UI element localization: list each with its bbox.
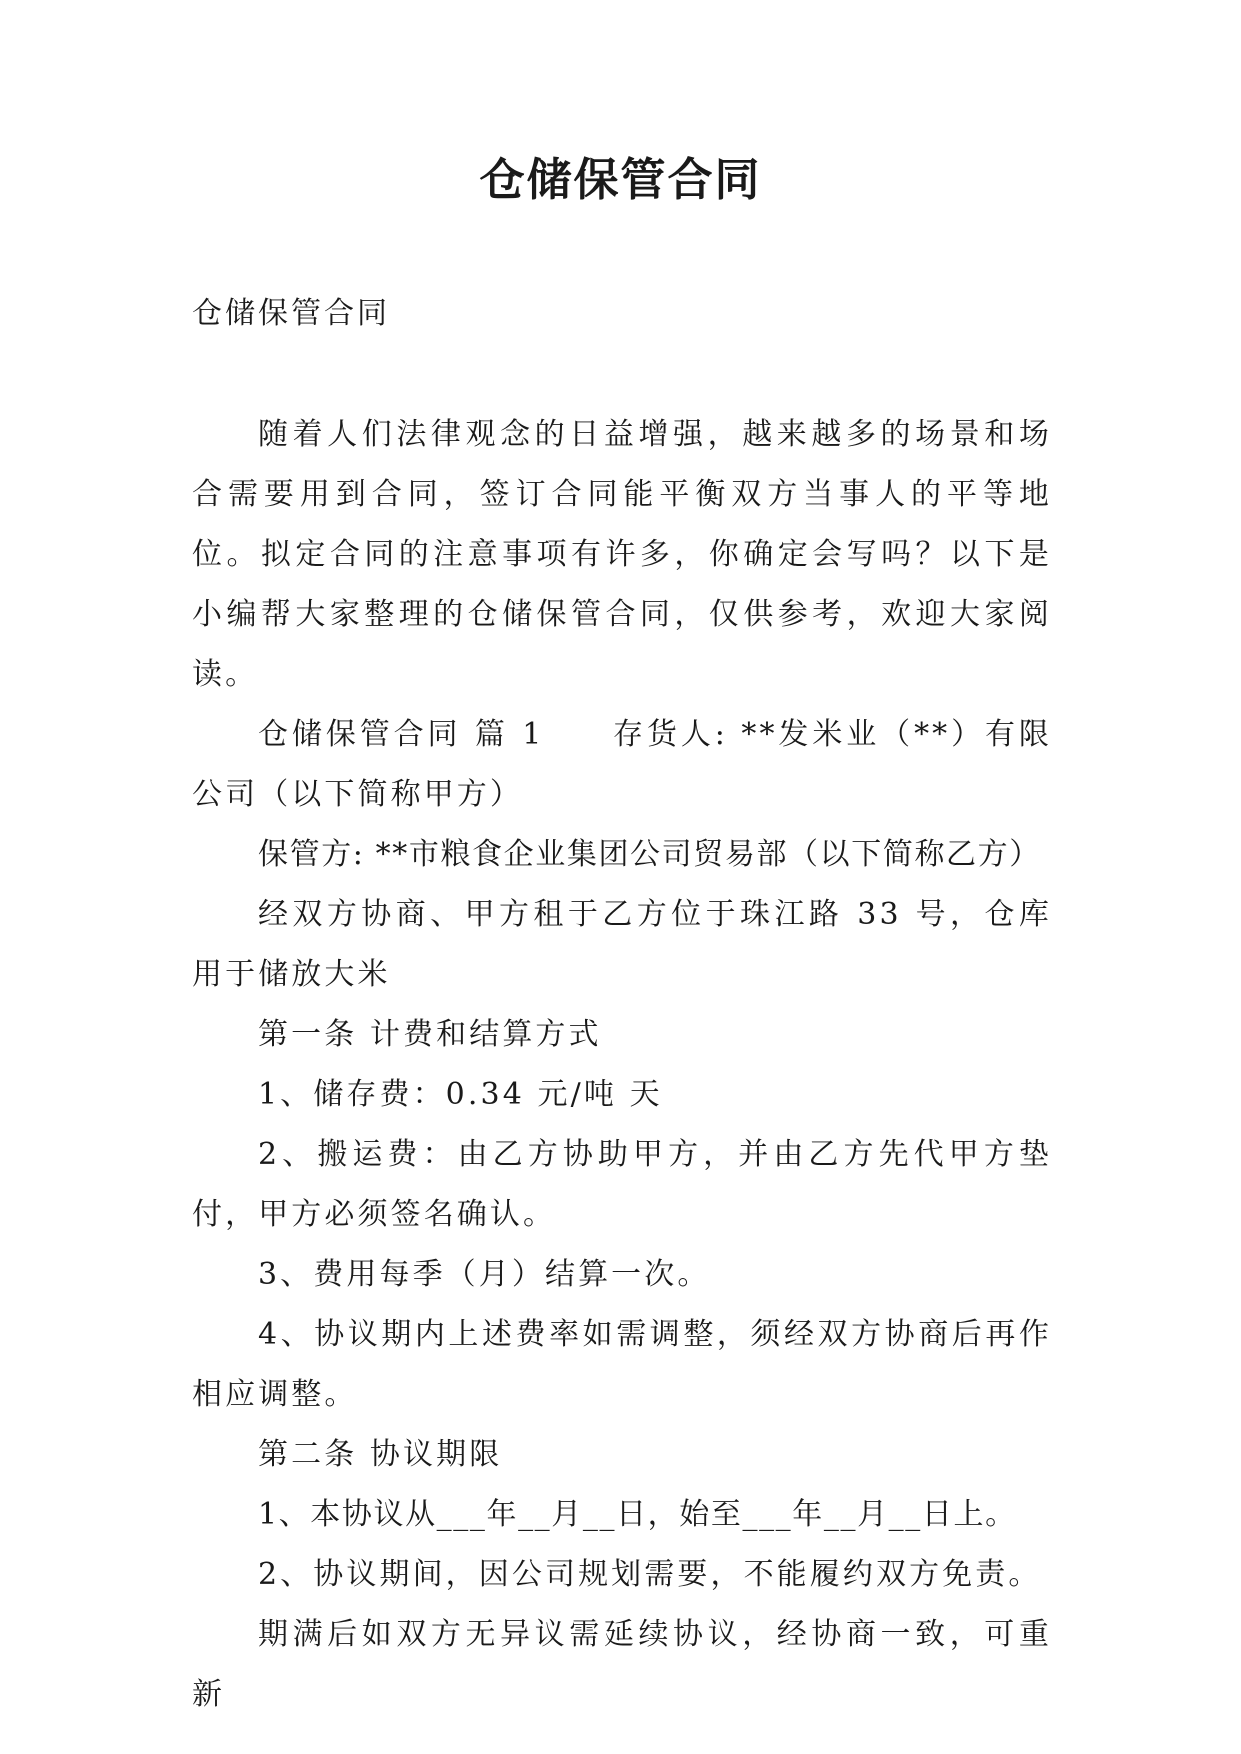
paragraph-parties-depositor: 仓储保管合同 篇 1 存货人: **发米业（**）有限公司（以下简称甲方） (192, 717, 1052, 812)
article-1-item-2: 2、搬运费：由乙方协助甲方，并由乙方先代甲方垫付，甲方必须签名确认。 (192, 1137, 1052, 1232)
article-1-item-3: 3、费用每季（月）结算一次。 (258, 1257, 711, 1292)
document-title: 仓储保管合同 (479, 153, 762, 206)
article-1-item-4: 4、协议期内上述费率如需调整，须经双方协商后再作相应调整。 (192, 1317, 1052, 1412)
article-2-renewal: 期满后如双方无异议需延续协议，经协商一致，可重新 (192, 1617, 1052, 1712)
article-1-item-1: 1、储存费：0.34 元/吨 天 (258, 1077, 663, 1112)
paragraph-location: 经双方协商、甲方租于乙方位于珠江路 33 号，仓库用于储放大米 (192, 897, 1052, 992)
article-2-heading: 第二条 协议期限 (258, 1437, 503, 1472)
document-body (192, 405, 1052, 1725)
article-2-item-1: 1、本协议从___年__月__日，始至___年__月__日上。 (258, 1497, 1017, 1532)
article-1-heading: 第一条 计费和结算方式 (258, 1017, 602, 1052)
article-2-item-2: 2、协议期间，因公司规划需要，不能履约双方免责。 (258, 1557, 1042, 1592)
paragraph-parties-custodian: 保管方: **市粮食企业集团公司贸易部（以下简称乙方） (258, 837, 1041, 872)
document-subtitle: 仓储保管合同 (192, 296, 390, 331)
paragraph-intro: 随着人们法律观念的日益增强，越来越多的场景和场合需要用到合同，签订合同能平衡双方当事人的平等地位。拟定合同的注意事项有许多，你确定会写吗？以下是小编帮大家整理的仓储保管合同，仅供参考，欢迎大家阅读。 (192, 417, 1052, 692)
